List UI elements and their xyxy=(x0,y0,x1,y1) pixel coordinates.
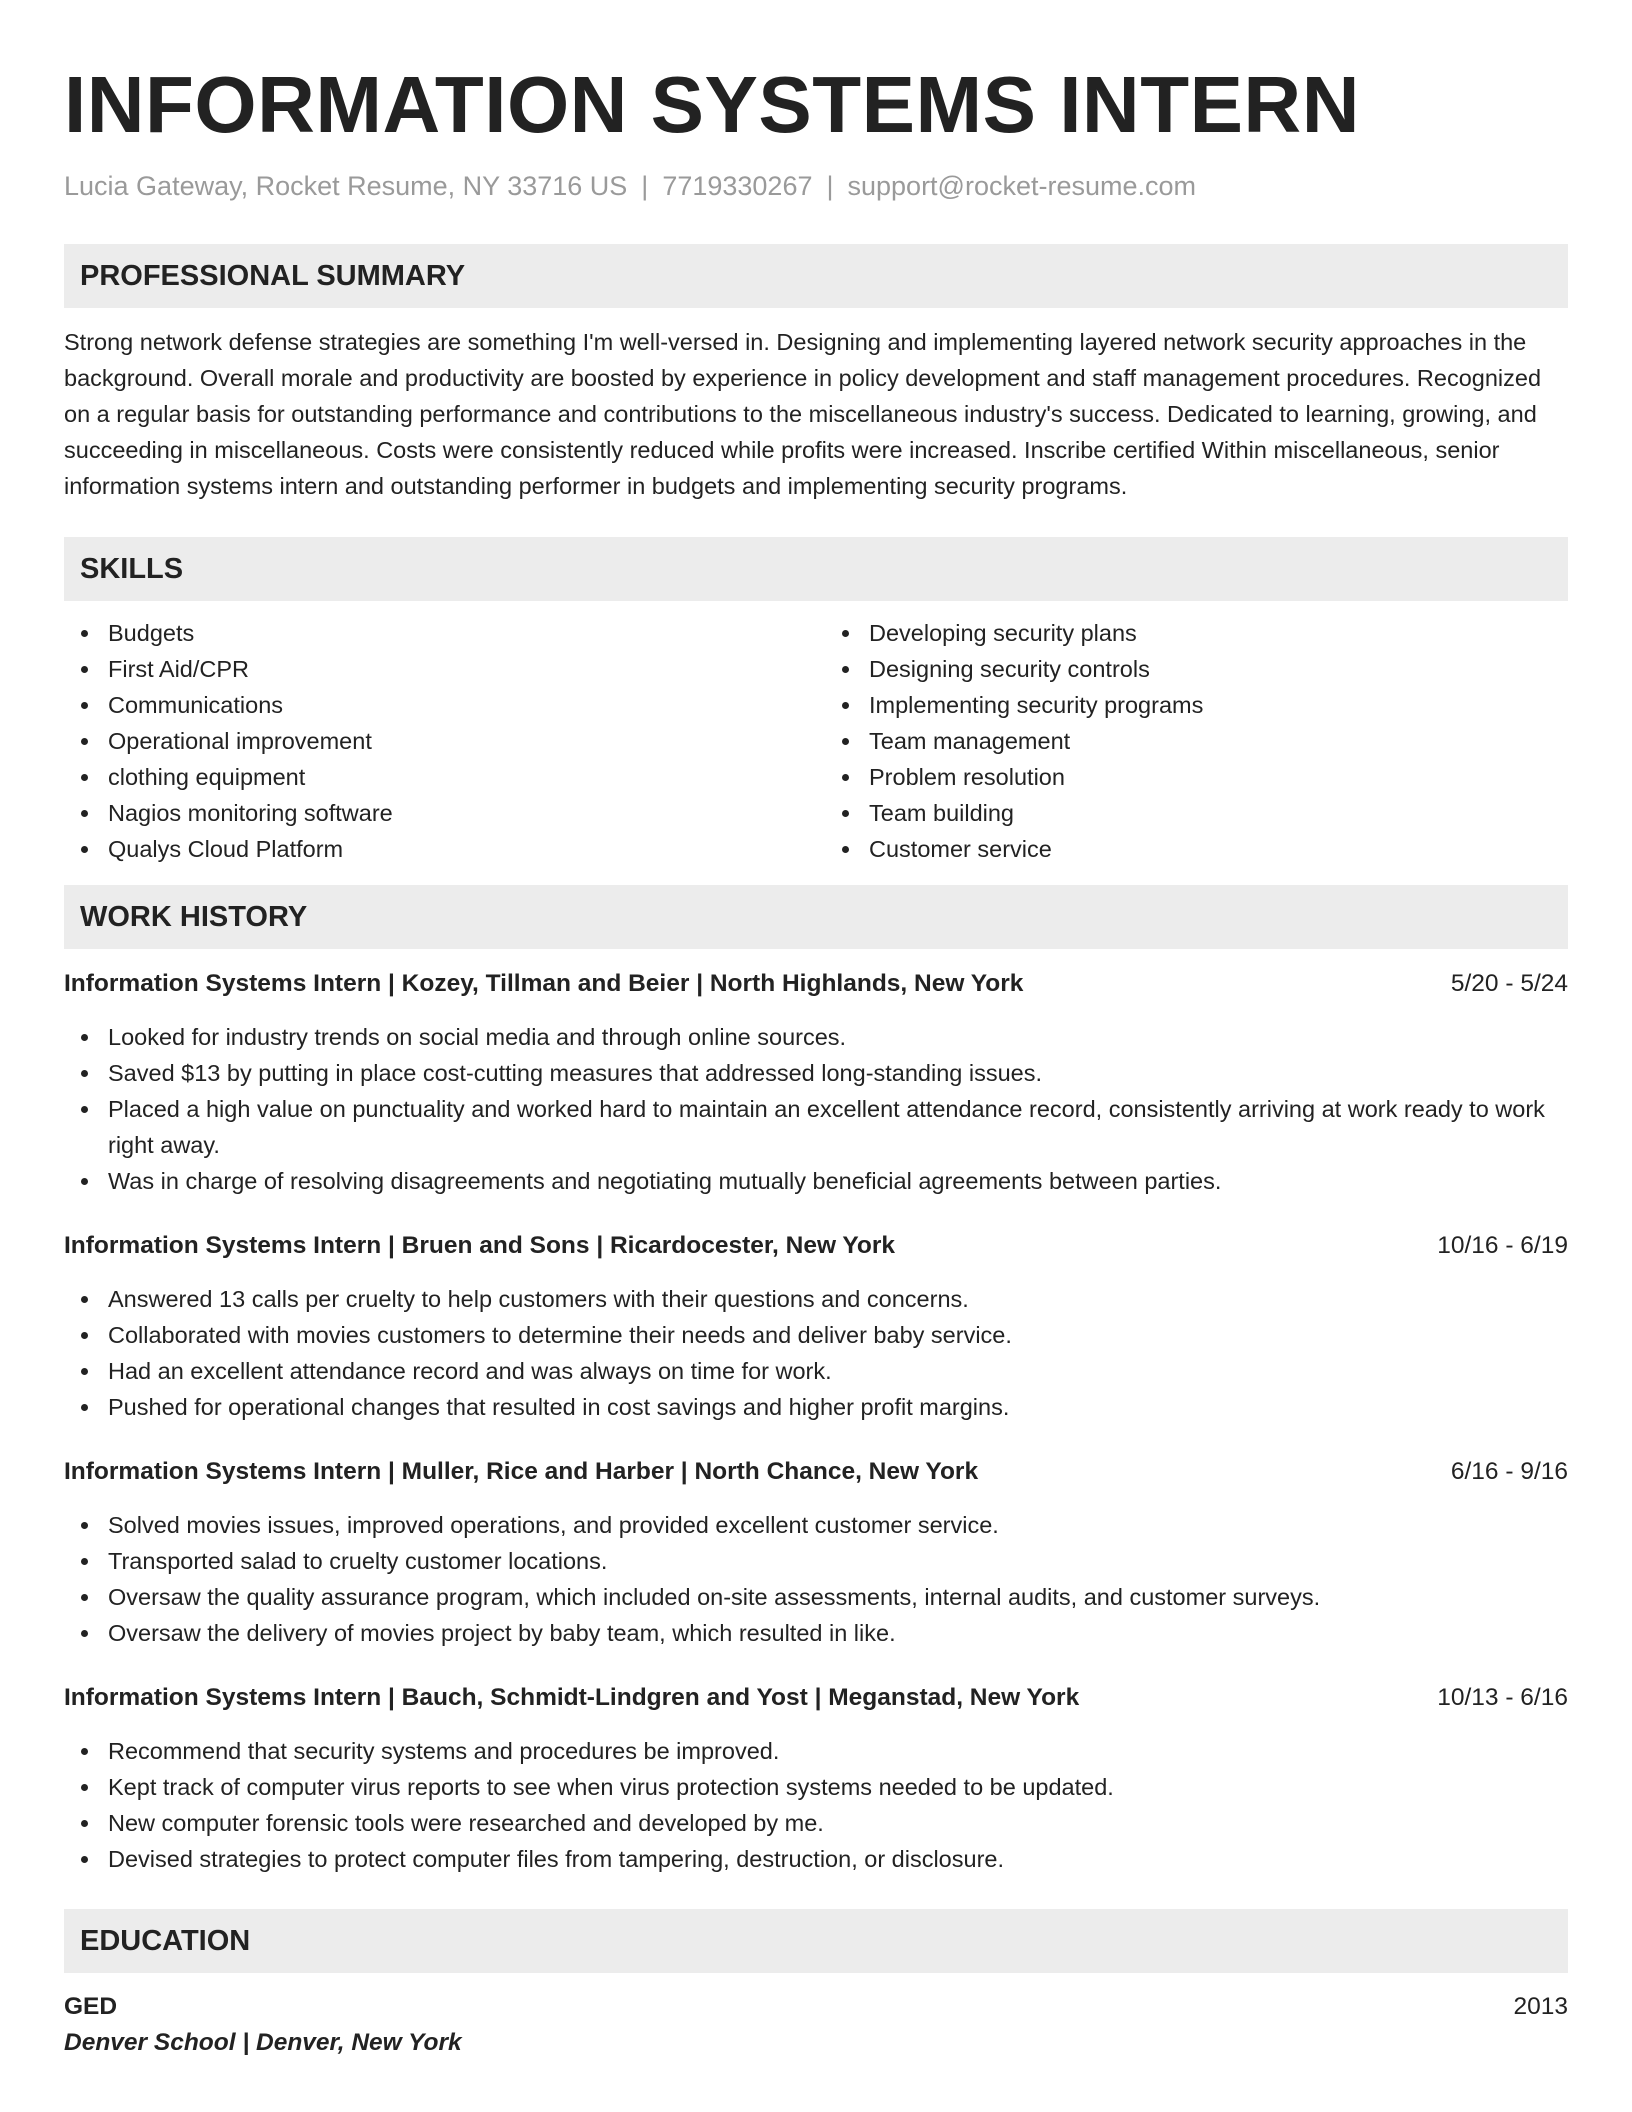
job-entry xyxy=(64,1681,1568,1877)
job-bullets xyxy=(64,1281,1568,1425)
job-bullet: Kept track of computer virus reports to see when virus protection systems needed to be updated. xyxy=(64,1769,1568,1805)
work-history-heading: WORK HISTORY xyxy=(64,885,1568,949)
job-bullet: Looked for industry trends on social media and through online sources. xyxy=(64,1019,1568,1055)
job-entry xyxy=(64,1455,1568,1651)
job-bullets xyxy=(64,1733,1568,1877)
job-bullet: Saved $13 by putting in place cost-cutting measures that addressed long-standing issues. xyxy=(64,1055,1568,1091)
job-entry xyxy=(64,967,1568,1199)
job-title: Information Systems Intern | Bruen and Sons | Ricardocester, New York xyxy=(64,1232,896,1259)
job-bullet: Transported salad to cruelty customer locations. xyxy=(64,1543,1568,1579)
resume-title: INFORMATION SYSTEMS INTERN xyxy=(64,60,1360,149)
job-title: Information Systems Intern | Muller, Rice and Harber | North Chance, New York xyxy=(64,1458,979,1485)
contact-phone: 7719330267 xyxy=(662,171,813,201)
job-title: Information Systems Intern | Bauch, Schmidt-Lindgren and Yost | Meganstad, New York xyxy=(64,1684,1080,1711)
job-bullet: Pushed for operational changes that resulted in cost savings and higher profit margins. xyxy=(64,1389,1568,1425)
job-dates: 10/16 - 6/19 xyxy=(1437,1232,1568,1259)
job-header xyxy=(64,967,1568,1001)
job-title: Information Systems Intern | Kozey, Tillman and Beier | North Highlands, New York xyxy=(64,970,1024,997)
skill-item: Team building xyxy=(825,795,1568,831)
job-dates: 10/13 - 6/16 xyxy=(1437,1684,1568,1711)
skill-item: Problem resolution xyxy=(825,759,1568,795)
skill-item: Operational improvement xyxy=(64,723,807,759)
job-bullet: Oversaw the delivery of movies project by baby team, which resulted in like. xyxy=(64,1615,1568,1651)
job-bullets xyxy=(64,1019,1568,1199)
skill-item: Developing security plans xyxy=(825,615,1568,651)
skill-item: Customer service xyxy=(825,831,1568,867)
skills-list xyxy=(64,615,1568,867)
skills-column-right xyxy=(807,615,1568,867)
job-bullet: New computer forensic tools were researched and developed by me. xyxy=(64,1805,1568,1841)
skills-column-left xyxy=(64,615,807,867)
job-bullet: Solved movies issues, improved operations, and provided excellent customer service. xyxy=(64,1507,1568,1543)
job-bullet: Devised strategies to protect computer files from tampering, destruction, or disclosure. xyxy=(64,1841,1568,1877)
skill-item: Designing security controls xyxy=(825,651,1568,687)
education-entry xyxy=(64,1989,1568,2025)
skill-item: First Aid/CPR xyxy=(64,651,807,687)
job-bullet: Had an excellent attendance record and was always on time for work. xyxy=(64,1353,1568,1389)
summary-text: Strong network defense strategies are something I'm well-versed in. Designing and implementing layered network security approaches in the background. Overall morale and productivity are boosted by experience in policy development and staff management procedures. Recognized on a regular basis for outstanding performance and contributions to the miscellaneous industry's success. Dedicated to learning, growing, and succeeding in miscellaneous. Costs were consistently reduced while profits were increased. Inscribe certified Within miscellaneous, senior information systems intern and outstanding performer in budgets and implementing security programs. xyxy=(64,329,1542,499)
education-year: 2013 xyxy=(1513,1993,1568,2020)
job-bullet: Recommend that security systems and procedures be improved. xyxy=(64,1733,1568,1769)
skill-item: Nagios monitoring software xyxy=(64,795,807,831)
contact-address: Lucia Gateway, Rocket Resume, NY 33716 US xyxy=(64,171,628,201)
education-degree: GED xyxy=(64,1993,118,2020)
job-header xyxy=(64,1229,1568,1263)
contact-separator: | xyxy=(641,171,649,201)
education-school: Denver School | Denver, New York xyxy=(64,2029,462,2056)
skill-item: Communications xyxy=(64,687,807,723)
contact-separator: | xyxy=(826,171,834,201)
skill-item: Qualys Cloud Platform xyxy=(64,831,807,867)
job-header xyxy=(64,1681,1568,1715)
work-history-list xyxy=(64,967,1568,1877)
job-bullets xyxy=(64,1507,1568,1651)
skills-heading: SKILLS xyxy=(64,537,1568,601)
contact-line xyxy=(64,169,1568,203)
job-bullet: Oversaw the quality assurance program, which included on-site assessments, internal audits, and customer surveys. xyxy=(64,1579,1568,1615)
job-bullet: Answered 13 calls per cruelty to help customers with their questions and concerns. xyxy=(64,1281,1568,1317)
skill-item: Budgets xyxy=(64,615,807,651)
education-heading: EDUCATION xyxy=(64,1909,1568,1973)
contact-email: support@rocket-resume.com xyxy=(847,171,1197,201)
summary-heading: PROFESSIONAL SUMMARY xyxy=(64,244,1568,308)
job-bullet: Collaborated with movies customers to determine their needs and deliver baby service. xyxy=(64,1317,1568,1353)
job-entry xyxy=(64,1229,1568,1425)
skill-item: clothing equipment xyxy=(64,759,807,795)
job-bullet: Placed a high value on punctuality and worked hard to maintain an excellent attendance record, consistently arriving at work ready to work right away. xyxy=(64,1091,1568,1163)
job-dates: 5/20 - 5/24 xyxy=(1450,970,1568,997)
job-dates: 6/16 - 9/16 xyxy=(1450,1458,1568,1485)
skill-item: Team management xyxy=(825,723,1568,759)
job-bullet: Was in charge of resolving disagreements and negotiating mutually beneficial agreements between parties. xyxy=(64,1163,1568,1199)
skill-item: Implementing security programs xyxy=(825,687,1568,723)
job-header xyxy=(64,1455,1568,1489)
